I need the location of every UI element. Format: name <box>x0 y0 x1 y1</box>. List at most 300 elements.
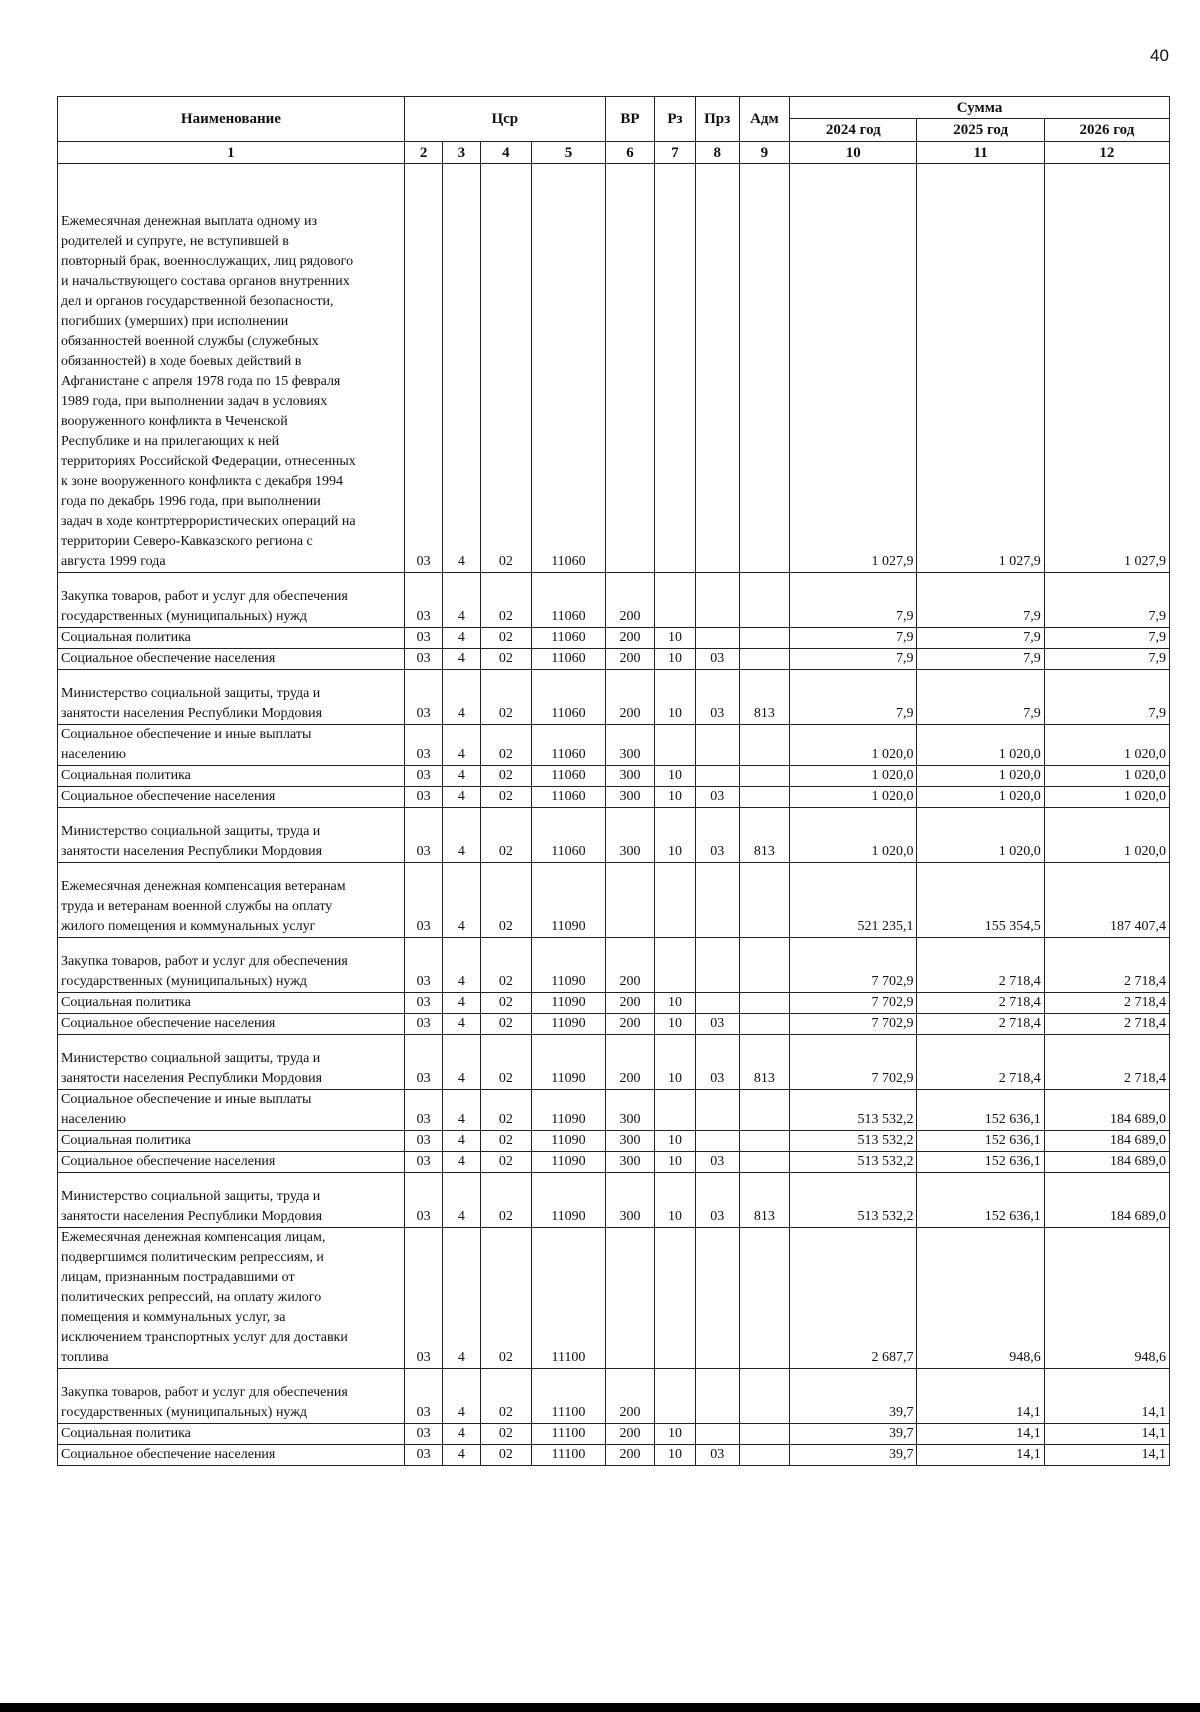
row-name-line: задач в ходе контртеррористических операций на <box>61 514 356 529</box>
code-csr-3: 02 <box>480 1228 532 1369</box>
code-rz: 10 <box>655 787 696 808</box>
col-number: 10 <box>790 142 917 164</box>
row-name-line: Ежемесячная денежная компенсация лицам, <box>61 1230 326 1245</box>
col-number: 6 <box>605 142 654 164</box>
row-name-line: занятости населения Республики Мордовия <box>61 844 323 859</box>
code-prz: 03 <box>695 787 739 808</box>
code-rz: 10 <box>655 670 696 725</box>
amount-2024: 513 532,2 <box>790 1090 917 1131</box>
table-row <box>58 1090 1170 1131</box>
code-adm <box>739 1131 789 1152</box>
budget-table <box>57 96 1170 1466</box>
amount-2024: 7,9 <box>790 573 917 628</box>
col-number: 9 <box>739 142 789 164</box>
row-name-line: лицам, признанным пострадавшими от <box>61 1270 295 1285</box>
row-name-line: занятости населения Республики Мордовия <box>61 1209 323 1224</box>
header-rz: Рз <box>655 97 696 142</box>
row-name-line: дел и органов государственной безопасности, <box>61 294 334 309</box>
code-vr <box>605 863 654 938</box>
row-name-line: Социальное обеспечение населения <box>61 651 276 666</box>
code-csr-1: 03 <box>404 1014 442 1035</box>
code-vr: 200 <box>605 993 654 1014</box>
row-name <box>58 628 405 649</box>
code-csr-3: 02 <box>480 628 532 649</box>
amount-2024: 7 702,9 <box>790 1014 917 1035</box>
code-csr-4: 11090 <box>532 1014 606 1035</box>
row-name-line: топлива <box>61 1350 109 1365</box>
row-name-line: Афганистане с апреля 1978 года по 15 февраля <box>61 374 341 389</box>
code-adm <box>739 787 789 808</box>
code-csr-4: 11060 <box>532 725 606 766</box>
row-name-line: территориях Российской Федерации, отнесенных <box>61 454 356 469</box>
row-name-line: политических репрессий, на оплату жилого <box>61 1290 322 1305</box>
code-rz <box>655 164 696 573</box>
amount-2024: 1 027,9 <box>790 164 917 573</box>
amount-2026: 2 718,4 <box>1044 1014 1169 1035</box>
code-prz <box>695 863 739 938</box>
table-row <box>58 1035 1170 1090</box>
code-prz <box>695 1131 739 1152</box>
amount-2025: 152 636,1 <box>917 1173 1044 1228</box>
amount-2026: 7,9 <box>1044 573 1169 628</box>
code-csr-4: 11090 <box>532 1131 606 1152</box>
code-adm <box>739 1369 789 1424</box>
code-csr-3: 02 <box>480 1035 532 1090</box>
table-row <box>58 1173 1170 1228</box>
code-csr-3: 02 <box>480 670 532 725</box>
code-rz <box>655 1369 696 1424</box>
amount-2025: 152 636,1 <box>917 1090 1044 1131</box>
code-csr-2: 4 <box>443 1424 480 1445</box>
code-csr-1: 03 <box>404 993 442 1014</box>
row-name-line: жилого помещения и коммунальных услуг <box>61 919 316 934</box>
code-adm <box>739 573 789 628</box>
amount-2025: 152 636,1 <box>917 1131 1044 1152</box>
amount-2025: 948,6 <box>917 1228 1044 1369</box>
row-name-line: населению <box>61 747 126 762</box>
code-csr-2: 4 <box>443 1173 480 1228</box>
row-name-line: территории Северо-Кавказского региона с <box>61 534 313 549</box>
amount-2024: 39,7 <box>790 1424 917 1445</box>
code-csr-1: 03 <box>404 573 442 628</box>
code-csr-4: 11100 <box>532 1424 606 1445</box>
row-name <box>58 573 405 628</box>
code-csr-2: 4 <box>443 1445 480 1466</box>
code-csr-1: 03 <box>404 1173 442 1228</box>
code-csr-4: 11090 <box>532 993 606 1014</box>
code-csr-2: 4 <box>443 164 480 573</box>
code-adm: 813 <box>739 1173 789 1228</box>
code-csr-3: 02 <box>480 938 532 993</box>
code-adm: 813 <box>739 808 789 863</box>
code-prz: 03 <box>695 1173 739 1228</box>
code-vr: 200 <box>605 1424 654 1445</box>
code-csr-2: 4 <box>443 573 480 628</box>
row-name-line: Социальное обеспечение населения <box>61 789 276 804</box>
amount-2024: 1 020,0 <box>790 725 917 766</box>
code-rz: 10 <box>655 808 696 863</box>
row-name-line: труда и ветеранам военной службы на оплату <box>61 899 333 914</box>
amount-2025: 7,9 <box>917 628 1044 649</box>
code-vr: 300 <box>605 808 654 863</box>
row-name <box>58 1173 405 1228</box>
row-name <box>58 164 405 573</box>
code-csr-1: 03 <box>404 1424 442 1445</box>
row-name-line: Закупка товаров, работ и услуг для обеспечения <box>61 1385 348 1400</box>
code-csr-3: 02 <box>480 787 532 808</box>
code-vr <box>605 164 654 573</box>
row-name-line: к зоне вооруженного конфликта с декабря 1994 <box>61 474 344 489</box>
code-csr-2: 4 <box>443 808 480 863</box>
code-csr-2: 4 <box>443 649 480 670</box>
code-csr-3: 02 <box>480 164 532 573</box>
page-number: 40 <box>1150 46 1169 65</box>
code-csr-3: 02 <box>480 649 532 670</box>
amount-2026: 1 020,0 <box>1044 787 1169 808</box>
table-row <box>58 628 1170 649</box>
code-csr-2: 4 <box>443 787 480 808</box>
code-prz <box>695 164 739 573</box>
header-csr: Цср <box>404 97 605 142</box>
row-name-line: Социальная политика <box>61 1426 191 1441</box>
code-csr-3: 02 <box>480 1014 532 1035</box>
code-csr-3: 02 <box>480 725 532 766</box>
code-csr-4: 11090 <box>532 1090 606 1131</box>
row-name-line: Министерство социальной защиты, труда и <box>61 686 321 701</box>
header-prz: Прз <box>695 97 739 142</box>
amount-2026: 14,1 <box>1044 1424 1169 1445</box>
table-row <box>58 573 1170 628</box>
row-name-line: Ежемесячная денежная выплата одному из <box>61 214 318 229</box>
code-prz <box>695 1369 739 1424</box>
amount-2024: 513 532,2 <box>790 1152 917 1173</box>
table-row <box>58 863 1170 938</box>
row-name-line: Ежемесячная денежная компенсация ветеранам <box>61 879 346 894</box>
code-csr-1: 03 <box>404 164 442 573</box>
row-name-line: Министерство социальной защиты, труда и <box>61 1051 321 1066</box>
code-csr-4: 11060 <box>532 628 606 649</box>
row-name-line: обязанностей военной службы (служебных <box>61 334 319 349</box>
code-csr-2: 4 <box>443 628 480 649</box>
amount-2025: 14,1 <box>917 1445 1044 1466</box>
code-rz <box>655 1090 696 1131</box>
row-name <box>58 993 405 1014</box>
code-csr-1: 03 <box>404 649 442 670</box>
col-number: 11 <box>917 142 1044 164</box>
code-vr: 200 <box>605 670 654 725</box>
amount-2025: 1 020,0 <box>917 725 1044 766</box>
row-name <box>58 766 405 787</box>
code-csr-2: 4 <box>443 863 480 938</box>
code-csr-2: 4 <box>443 1014 480 1035</box>
code-adm <box>739 164 789 573</box>
code-adm <box>739 938 789 993</box>
code-vr: 300 <box>605 725 654 766</box>
row-name <box>58 1090 405 1131</box>
code-vr: 200 <box>605 1035 654 1090</box>
amount-2026: 7,9 <box>1044 670 1169 725</box>
row-name <box>58 1228 405 1369</box>
row-name-line: вооруженного конфликта в Чеченской <box>61 414 288 429</box>
code-csr-1: 03 <box>404 1369 442 1424</box>
amount-2026: 184 689,0 <box>1044 1152 1169 1173</box>
code-csr-1: 03 <box>404 1228 442 1369</box>
amount-2025: 7,9 <box>917 670 1044 725</box>
row-name-line: Социальное обеспечение населения <box>61 1447 276 1462</box>
code-vr <box>605 1228 654 1369</box>
code-csr-3: 02 <box>480 1369 532 1424</box>
code-csr-4: 11060 <box>532 164 606 573</box>
code-csr-4: 11090 <box>532 938 606 993</box>
code-prz <box>695 1424 739 1445</box>
amount-2026: 1 020,0 <box>1044 808 1169 863</box>
row-name-line: занятости населения Республики Мордовия <box>61 1071 323 1086</box>
row-name-line: Социальное обеспечение и иные выплаты <box>61 727 312 742</box>
code-rz: 10 <box>655 1445 696 1466</box>
amount-2024: 513 532,2 <box>790 1173 917 1228</box>
code-csr-3: 02 <box>480 808 532 863</box>
amount-2024: 7,9 <box>790 649 917 670</box>
amount-2026: 7,9 <box>1044 628 1169 649</box>
row-name-line: Закупка товаров, работ и услуг для обеспечения <box>61 954 348 969</box>
col-number: 8 <box>695 142 739 164</box>
table-row <box>58 164 1170 573</box>
code-csr-3: 02 <box>480 1090 532 1131</box>
row-name-line: Социальное обеспечение и иные выплаты <box>61 1092 312 1107</box>
table-row <box>58 1228 1170 1369</box>
row-name-line: Социальная политика <box>61 630 191 645</box>
code-csr-2: 4 <box>443 1131 480 1152</box>
amount-2025: 1 020,0 <box>917 787 1044 808</box>
code-vr: 300 <box>605 1131 654 1152</box>
row-name-line: исключением транспортных услуг для доставки <box>61 1330 348 1345</box>
row-name <box>58 1424 405 1445</box>
amount-2025: 7,9 <box>917 573 1044 628</box>
code-csr-2: 4 <box>443 938 480 993</box>
col-number: 12 <box>1044 142 1169 164</box>
code-rz <box>655 863 696 938</box>
col-number: 2 <box>404 142 442 164</box>
amount-2024: 513 532,2 <box>790 1131 917 1152</box>
row-name-line: Социальная политика <box>61 1133 191 1148</box>
amount-2026: 2 718,4 <box>1044 938 1169 993</box>
amount-2026: 1 020,0 <box>1044 766 1169 787</box>
code-csr-1: 03 <box>404 1445 442 1466</box>
amount-2026: 14,1 <box>1044 1369 1169 1424</box>
table-row <box>58 1445 1170 1466</box>
table-row <box>58 766 1170 787</box>
row-name-line: населению <box>61 1112 126 1127</box>
amount-2024: 7 702,9 <box>790 993 917 1014</box>
table-row <box>58 1424 1170 1445</box>
code-rz: 10 <box>655 766 696 787</box>
code-csr-3: 02 <box>480 766 532 787</box>
code-csr-4: 11060 <box>532 787 606 808</box>
code-vr: 300 <box>605 1090 654 1131</box>
code-prz: 03 <box>695 1152 739 1173</box>
code-vr: 300 <box>605 1173 654 1228</box>
row-name <box>58 1152 405 1173</box>
row-name-line: Социальная политика <box>61 995 191 1010</box>
scan-edge <box>0 1703 1200 1712</box>
amount-2025: 155 354,5 <box>917 863 1044 938</box>
row-name-line: Республике и на прилегающих к ней <box>61 434 280 449</box>
amount-2024: 1 020,0 <box>790 808 917 863</box>
row-name-line: 1989 года, при выполнении задач в условиях <box>61 394 328 409</box>
row-name-line: подвергшимся политическим репрессиям, и <box>61 1250 324 1265</box>
code-adm <box>739 1014 789 1035</box>
row-name-line: Министерство социальной защиты, труда и <box>61 1189 321 1204</box>
code-csr-1: 03 <box>404 1152 442 1173</box>
row-name <box>58 808 405 863</box>
table-row <box>58 1369 1170 1424</box>
code-csr-4: 11090 <box>532 1152 606 1173</box>
amount-2026: 1 020,0 <box>1044 725 1169 766</box>
code-csr-2: 4 <box>443 1228 480 1369</box>
row-name-line: Социальная политика <box>61 768 191 783</box>
code-rz <box>655 938 696 993</box>
code-csr-2: 4 <box>443 1035 480 1090</box>
row-name-line: Социальное обеспечение населения <box>61 1154 276 1169</box>
code-csr-1: 03 <box>404 670 442 725</box>
code-rz: 10 <box>655 1173 696 1228</box>
header-sum: Сумма <box>790 97 1170 119</box>
code-csr-2: 4 <box>443 670 480 725</box>
code-rz: 10 <box>655 1035 696 1090</box>
amount-2025: 14,1 <box>917 1424 1044 1445</box>
table-row <box>58 1131 1170 1152</box>
table-header <box>58 97 1170 164</box>
amount-2024: 7 702,9 <box>790 938 917 993</box>
amount-2025: 1 020,0 <box>917 808 1044 863</box>
code-csr-3: 02 <box>480 1424 532 1445</box>
amount-2024: 39,7 <box>790 1369 917 1424</box>
code-adm <box>739 993 789 1014</box>
code-csr-3: 02 <box>480 1445 532 1466</box>
row-name <box>58 670 405 725</box>
code-adm <box>739 725 789 766</box>
amount-2026: 14,1 <box>1044 1445 1169 1466</box>
table-row <box>58 725 1170 766</box>
code-csr-1: 03 <box>404 1035 442 1090</box>
code-prz: 03 <box>695 670 739 725</box>
row-name-line: государственных (муниципальных) нужд <box>61 609 308 624</box>
code-rz: 10 <box>655 649 696 670</box>
code-adm <box>739 1445 789 1466</box>
amount-2026: 7,9 <box>1044 649 1169 670</box>
code-vr: 200 <box>605 1445 654 1466</box>
amount-2024: 521 235,1 <box>790 863 917 938</box>
table-row <box>58 649 1170 670</box>
code-prz <box>695 938 739 993</box>
code-csr-3: 02 <box>480 1173 532 1228</box>
row-name <box>58 649 405 670</box>
code-adm <box>739 1228 789 1369</box>
amount-2026: 948,6 <box>1044 1228 1169 1369</box>
code-csr-2: 4 <box>443 1090 480 1131</box>
amount-2025: 152 636,1 <box>917 1152 1044 1173</box>
amount-2026: 2 718,4 <box>1044 993 1169 1014</box>
table-row <box>58 938 1170 993</box>
table-row <box>58 1014 1170 1035</box>
amount-2024: 2 687,7 <box>790 1228 917 1369</box>
row-name <box>58 1035 405 1090</box>
col-number: 4 <box>480 142 532 164</box>
code-vr: 200 <box>605 1014 654 1035</box>
header-year-2025: 2025 год <box>917 119 1044 142</box>
amount-2024: 1 020,0 <box>790 787 917 808</box>
code-rz <box>655 573 696 628</box>
code-csr-4: 11090 <box>532 1173 606 1228</box>
code-vr: 300 <box>605 1152 654 1173</box>
amount-2024: 1 020,0 <box>790 766 917 787</box>
table-row <box>58 787 1170 808</box>
row-name-line: государственных (муниципальных) нужд <box>61 974 308 989</box>
code-rz: 10 <box>655 1424 696 1445</box>
code-rz: 10 <box>655 1131 696 1152</box>
row-name <box>58 1014 405 1035</box>
code-adm <box>739 628 789 649</box>
header-year-2026: 2026 год <box>1044 119 1169 142</box>
code-csr-1: 03 <box>404 628 442 649</box>
code-csr-4: 11060 <box>532 670 606 725</box>
table-row <box>58 993 1170 1014</box>
amount-2026: 184 689,0 <box>1044 1173 1169 1228</box>
code-csr-4: 11100 <box>532 1445 606 1466</box>
code-rz: 10 <box>655 628 696 649</box>
code-prz <box>695 628 739 649</box>
row-name-line: и начальствующего состава органов внутренних <box>61 274 350 289</box>
amount-2025: 1 020,0 <box>917 766 1044 787</box>
amount-2024: 7,9 <box>790 628 917 649</box>
code-csr-2: 4 <box>443 725 480 766</box>
amount-2026: 2 718,4 <box>1044 1035 1169 1090</box>
code-prz: 03 <box>695 1035 739 1090</box>
amount-2026: 184 689,0 <box>1044 1131 1169 1152</box>
amount-2025: 14,1 <box>917 1369 1044 1424</box>
code-adm: 813 <box>739 670 789 725</box>
code-csr-3: 02 <box>480 1152 532 1173</box>
amount-2024: 7 702,9 <box>790 1035 917 1090</box>
code-csr-4: 11100 <box>532 1228 606 1369</box>
code-csr-1: 03 <box>404 1090 442 1131</box>
code-csr-1: 03 <box>404 787 442 808</box>
code-vr: 200 <box>605 1369 654 1424</box>
amount-2026: 187 407,4 <box>1044 863 1169 938</box>
code-csr-4: 11100 <box>532 1369 606 1424</box>
code-prz: 03 <box>695 649 739 670</box>
col-number: 7 <box>655 142 696 164</box>
amount-2025: 2 718,4 <box>917 938 1044 993</box>
code-prz <box>695 766 739 787</box>
code-prz <box>695 573 739 628</box>
amount-2025: 2 718,4 <box>917 1014 1044 1035</box>
code-vr: 200 <box>605 628 654 649</box>
row-name-line: Министерство социальной защиты, труда и <box>61 824 321 839</box>
code-csr-1: 03 <box>404 863 442 938</box>
code-rz <box>655 725 696 766</box>
code-adm <box>739 1090 789 1131</box>
code-csr-4: 11060 <box>532 808 606 863</box>
col-number: 3 <box>443 142 480 164</box>
code-csr-1: 03 <box>404 766 442 787</box>
code-csr-2: 4 <box>443 993 480 1014</box>
amount-2025: 2 718,4 <box>917 993 1044 1014</box>
code-rz <box>655 1228 696 1369</box>
code-csr-4: 11060 <box>532 766 606 787</box>
code-vr: 300 <box>605 787 654 808</box>
col-number: 5 <box>532 142 606 164</box>
